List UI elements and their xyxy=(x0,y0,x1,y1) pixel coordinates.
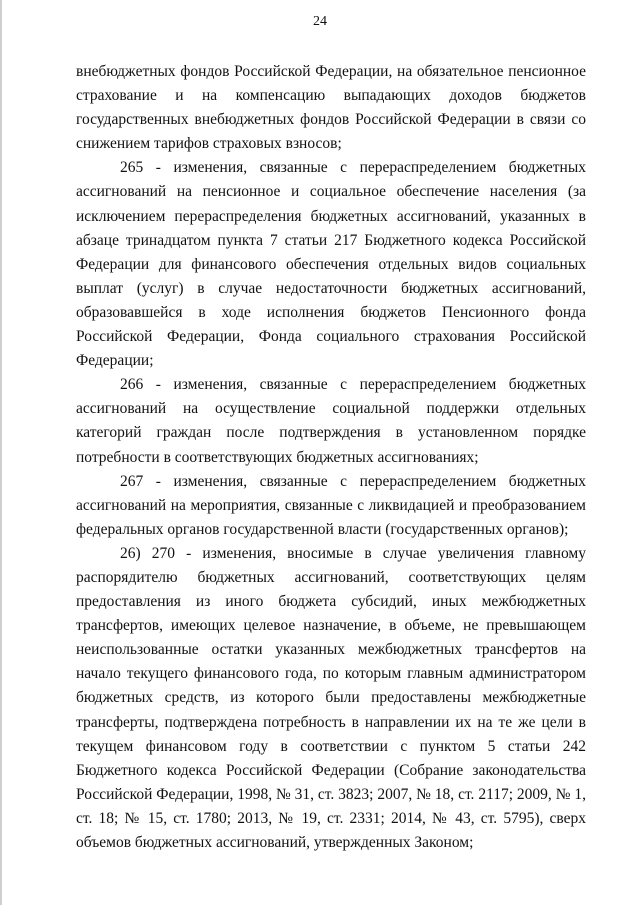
page-number: 24 xyxy=(313,14,327,29)
paragraph-265: 265 - изменения, связанные с перераспределением бюджетных ассигнований на пенсионное и социальное обеспечение населения (за исключением перераспределения бюджетных ассигнований, указанных в абзаце тринадцатом пункта 7 статьи 217 Бюджетного кодекса Российской Федерации для финансового обеспечения отдельных видов социальных выплат (услуг) в случае недостаточности бюджетных ассигнований, образовавшейся в ходе исполнения бюджетов Пенсионного фонда Российской Федерации, Фонда социального страхования Российской Федерации; xyxy=(76,159,586,370)
paragraph-continuation: внебюджетных фондов Российской Федерации, на обязательное пенсионное страхование и на компенсацию выпадающих доходов бюджетов государственных внебюджетных фондов Российской Федерации в связи со снижением тарифов страховых взносов; xyxy=(76,63,586,153)
paragraph-266: 266 - изменения, связанные с перераспределением бюджетных ассигнований на осуществление социальной поддержки отдельных категорий граждан после подтверждения в установленном порядке потребности в соответствующих бюджетных ассигнованиях; xyxy=(76,376,586,466)
document-body xyxy=(76,60,586,855)
paragraph-26-270: 26) 270 - изменения, вносимые в случае увеличения главному распорядителю бюджетных ассигнований, соответствующих целям предоставления из иного бюджета субсидий, иных межбюджетных трансфертов, имеющих целевое назначение, в объеме, не превышающем неиспользованные остатки указанных межбюджетных трансфертов на начало текущего финансового года, по которым главным администратором бюджетных средств, из которого были предоставлены межбюджетные трансферты, подтверждена потребность в направлении их на те же цели в текущем финансовом году в соответствии с пунктом 5 статьи 242 Бюджетного кодекса Российской Федерации (Собрание законодательства Российской Федерации, 1998, № 31, ст. 3823; 2007, № 18, ст. 2117; 2009, № 1, ст. 18; № 15, ст. 1780; 2013, № 19, ст. 2331; 2014, № 43, ст. 5795), сверх объемов бюджетных ассигнований, утвержденных Законом; xyxy=(76,544,586,851)
scan-edge xyxy=(0,0,2,905)
paragraph-267: 267 - изменения, связанные с перераспределением бюджетных ассигнований на мероприятия, связанные с ликвидацией и преобразованием федеральных органов государственной власти (государственных органов); xyxy=(76,472,586,538)
